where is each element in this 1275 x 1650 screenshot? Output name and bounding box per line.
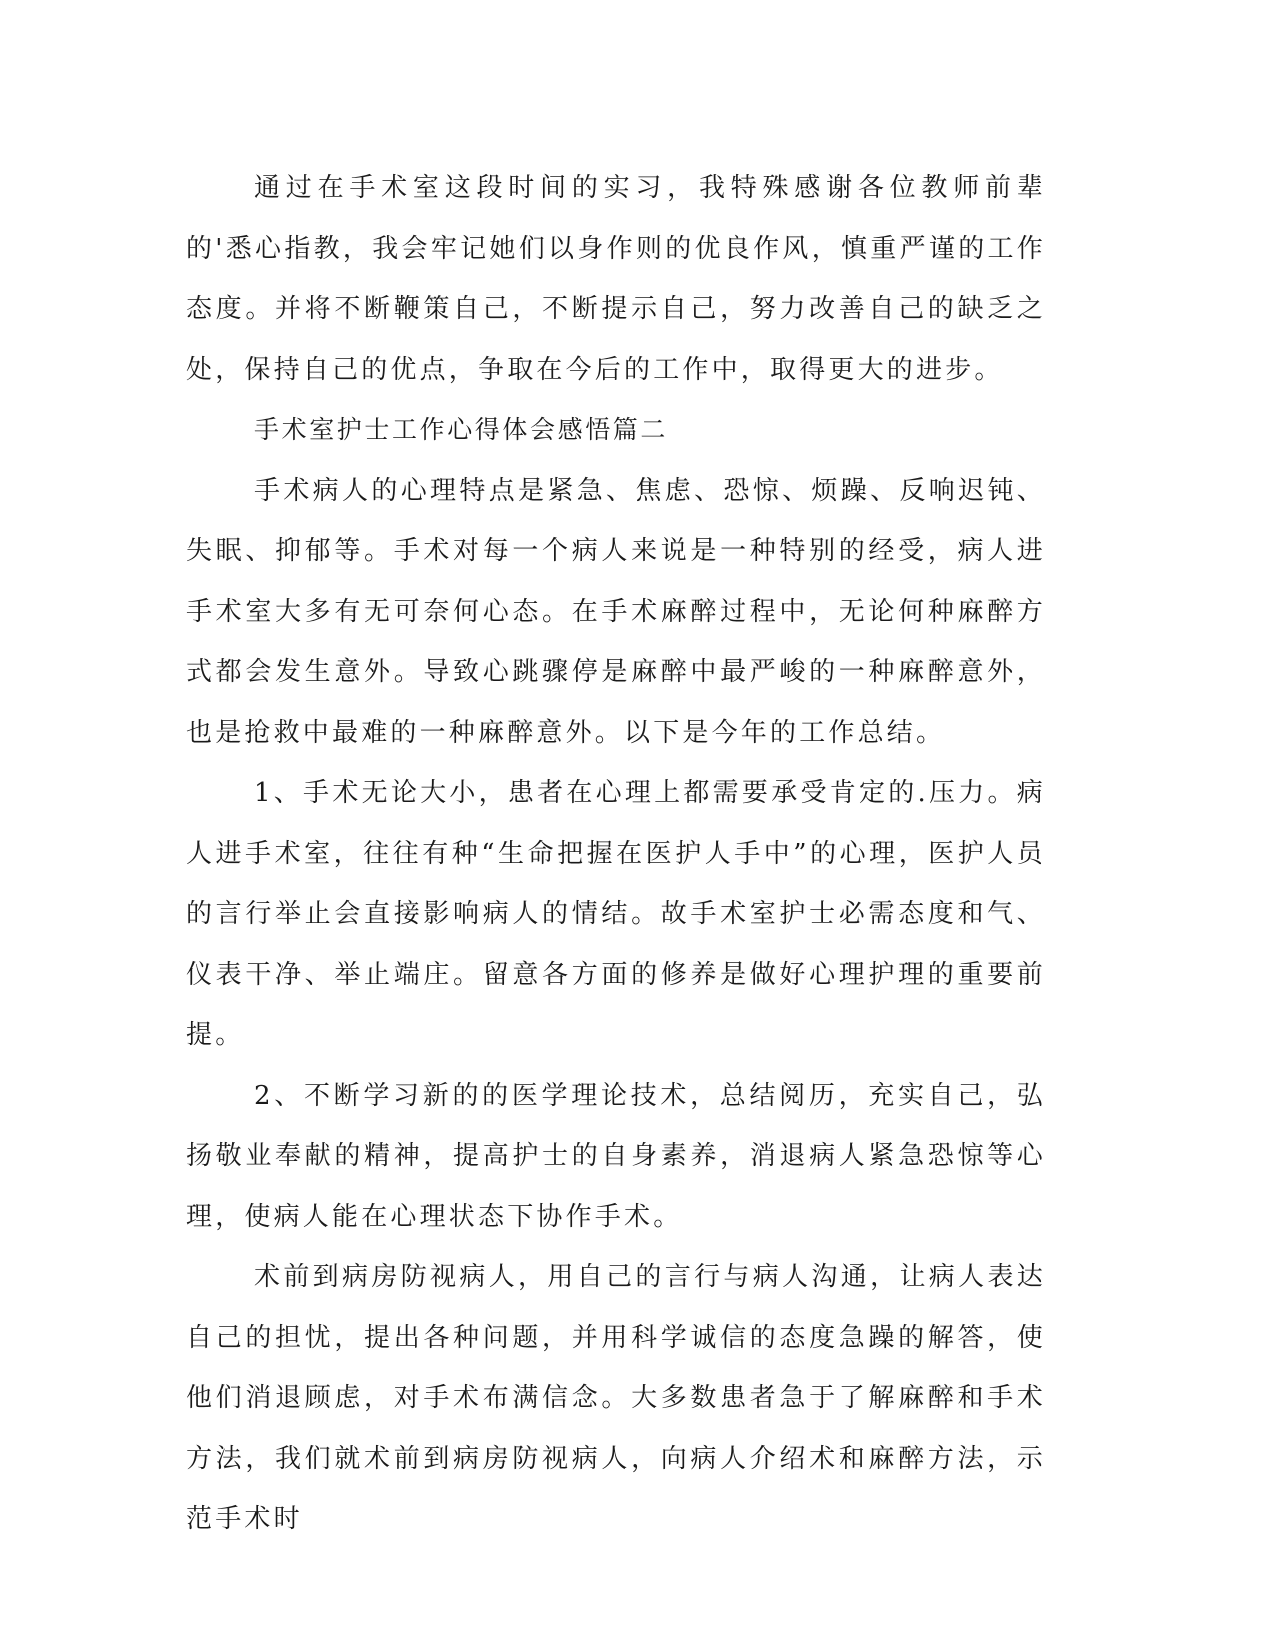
document-body bbox=[186, 158, 1046, 1550]
paragraph-patient-psychology: 手术病人的心理特点是紧急、焦虑、恐惊、烦躁、反响迟钝、失眠、抑郁等。手术对每一个病人来说是一种特别的经受，病人进手术室大多有无可奈何心态。在手术麻醉过程中，无论何种麻醉方式都会发生意外。导致心跳骤停是麻醉中最严峻的一种麻醉意外，也是抢救中最难的一种麻醉意外。以下是今年的工作总结。 bbox=[186, 475, 1046, 748]
section-heading: 手术室护士工作心得体会感悟篇二 bbox=[254, 415, 669, 444]
paragraph-internship-thanks: 通过在手术室这段时间的实习，我特殊感谢各位教师前辈的'悉心指教，我会牢记她们以身作则的优良作风，慎重严谨的工作态度。并将不断鞭策自己，不断提示自己，努力改善自己的缺乏之处，保持自己的优点，争取在今后的工作中，取得更大的进步。 bbox=[186, 173, 1046, 385]
paragraph-preoperative-visit: 术前到病房防视病人，用自己的言行与病人沟通，让病人表达自己的担忧，提出各种问题，并用科学诚信的态度急躁的解答，使他们消退顾虑，对手术布满信念。大多数患者急于了解麻醉和手术方法，我们就术前到病房防视病人，向病人介绍术和麻醉方法，示范手术时 bbox=[186, 1262, 1046, 1534]
paragraph-point-2: 2、不断学习新的的医学理论技术，总结阅历，充实自己，弘扬敬业奉献的精神，提高护士的自身素养，消退病人紧急恐惊等心理，使病人能在心理状态下协作手术。 bbox=[186, 1080, 1046, 1232]
paragraph-point-1: 1、手术无论大小，患者在心理上都需要承受肯定的.压力。病人进手术室，往往有种“生命把握在医护人手中”的心理，医护人员的言行举止会直接影响病人的情结。故手术室护士必需态度和气、仪表干净、举止端庄。留意各方面的修养是做好心理护理的重要前提。 bbox=[186, 778, 1046, 1050]
